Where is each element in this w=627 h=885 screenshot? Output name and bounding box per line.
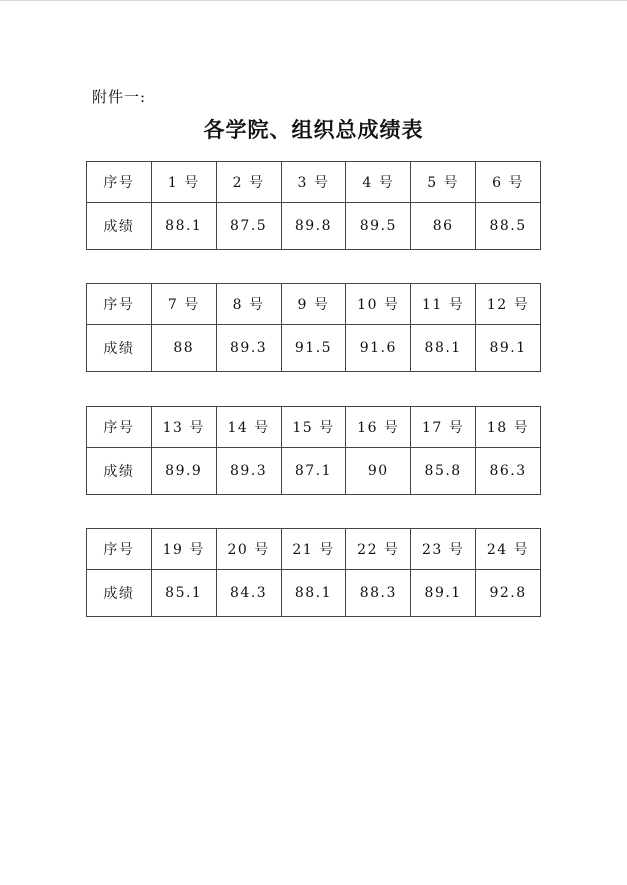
score-label-cell: 成绩 xyxy=(87,325,152,372)
id-cell: 5 号 xyxy=(411,162,476,203)
header-label-cell: 序号 xyxy=(87,284,152,325)
id-cell: 19 号 xyxy=(151,529,216,570)
table-row-ids xyxy=(87,284,541,325)
id-cell: 17 号 xyxy=(411,407,476,448)
id-cell: 15 号 xyxy=(281,407,346,448)
score-cell: 89.3 xyxy=(216,448,281,495)
id-cell: 4 号 xyxy=(346,162,411,203)
header-label-cell: 序号 xyxy=(87,529,152,570)
score-cell: 88.5 xyxy=(476,203,541,250)
score-cell: 86.3 xyxy=(476,448,541,495)
score-cell: 85.8 xyxy=(411,448,476,495)
id-cell: 14 号 xyxy=(216,407,281,448)
table-row-scores xyxy=(87,325,541,372)
id-cell: 12 号 xyxy=(476,284,541,325)
score-cell: 90 xyxy=(346,448,411,495)
score-label-cell: 成绩 xyxy=(87,203,152,250)
score-cell: 88.1 xyxy=(411,325,476,372)
id-cell: 21 号 xyxy=(281,529,346,570)
table-row-ids xyxy=(87,407,541,448)
id-cell: 13 号 xyxy=(151,407,216,448)
score-table-4 xyxy=(86,528,541,617)
score-cell: 91.6 xyxy=(346,325,411,372)
id-cell: 24 号 xyxy=(476,529,541,570)
score-cell: 88.1 xyxy=(281,570,346,617)
page-top-border xyxy=(0,0,627,1)
id-cell: 20 号 xyxy=(216,529,281,570)
score-table-3 xyxy=(86,406,541,495)
id-cell: 6 号 xyxy=(476,162,541,203)
table-row-ids xyxy=(87,162,541,203)
score-cell: 88.1 xyxy=(151,203,216,250)
id-cell: 1 号 xyxy=(151,162,216,203)
score-cell: 91.5 xyxy=(281,325,346,372)
score-label-cell: 成绩 xyxy=(87,570,152,617)
table-row-scores xyxy=(87,570,541,617)
score-cell: 88 xyxy=(151,325,216,372)
score-cell: 89.5 xyxy=(346,203,411,250)
score-cell: 87.1 xyxy=(281,448,346,495)
score-cell: 85.1 xyxy=(151,570,216,617)
id-cell: 9 号 xyxy=(281,284,346,325)
attachment-label: 附件一: xyxy=(92,88,147,106)
score-cell: 92.8 xyxy=(476,570,541,617)
score-label-cell: 成绩 xyxy=(87,448,152,495)
id-cell: 8 号 xyxy=(216,284,281,325)
header-label-cell: 序号 xyxy=(87,407,152,448)
table-row-ids xyxy=(87,529,541,570)
id-cell: 7 号 xyxy=(151,284,216,325)
id-cell: 22 号 xyxy=(346,529,411,570)
id-cell: 16 号 xyxy=(346,407,411,448)
score-cell: 89.1 xyxy=(476,325,541,372)
score-cell: 89.3 xyxy=(216,325,281,372)
score-table-2 xyxy=(86,283,541,372)
score-cell: 87.5 xyxy=(216,203,281,250)
score-cell: 89.9 xyxy=(151,448,216,495)
table-row-scores xyxy=(87,448,541,495)
table-row-scores xyxy=(87,203,541,250)
document-title: 各学院、组织总成绩表 xyxy=(203,117,424,142)
id-cell: 2 号 xyxy=(216,162,281,203)
score-table-1 xyxy=(86,161,541,250)
id-cell: 10 号 xyxy=(346,284,411,325)
id-cell: 18 号 xyxy=(476,407,541,448)
id-cell: 3 号 xyxy=(281,162,346,203)
score-cell: 89.8 xyxy=(281,203,346,250)
score-cell: 84.3 xyxy=(216,570,281,617)
score-cell: 86 xyxy=(411,203,476,250)
score-cell: 88.3 xyxy=(346,570,411,617)
header-label-cell: 序号 xyxy=(87,162,152,203)
id-cell: 11 号 xyxy=(411,284,476,325)
score-cell: 89.1 xyxy=(411,570,476,617)
id-cell: 23 号 xyxy=(411,529,476,570)
